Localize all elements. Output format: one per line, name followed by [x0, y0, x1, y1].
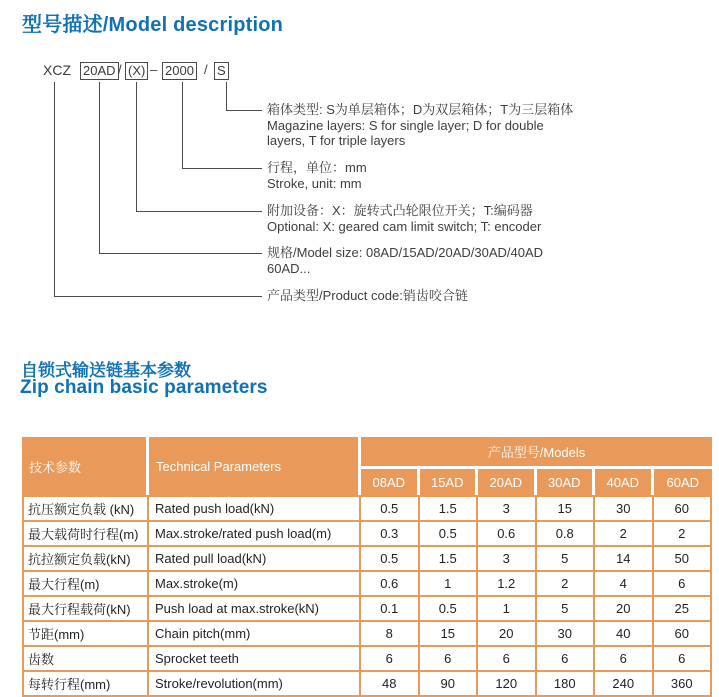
param-value: 2: [595, 522, 654, 547]
param-name-en: Sprocket teeth: [149, 647, 361, 672]
header-technical-parameters-en: Technical Parameters: [149, 437, 361, 495]
header-model-40AD: 40AD: [595, 469, 654, 495]
callout-text-line: 附加设备：X：旋转式凸轮限位开关；T:编码器: [267, 203, 533, 218]
param-value: 6: [361, 647, 420, 672]
leader-vline-optional: [136, 82, 137, 211]
param-value: 60: [654, 495, 713, 522]
table-row: [22, 622, 712, 647]
callout-text-line: 产品类型/Product code:销齿咬合链: [267, 288, 468, 303]
param-value: 5: [537, 597, 596, 622]
leader-hline-size: [99, 253, 262, 254]
table-row: [22, 547, 712, 572]
param-value: 8: [361, 622, 420, 647]
callout-magazine-type: [267, 102, 573, 149]
param-value: 2: [654, 522, 713, 547]
param-name-en: Rated pull load(kN): [149, 547, 361, 572]
callout-text-line: Stroke, unit: mm: [267, 175, 362, 191]
callout-product-code: [267, 288, 468, 304]
param-value: 2: [537, 572, 596, 597]
param-name-zh: 抗压额定负载 (kN): [22, 495, 149, 522]
code-box-magazine: S: [214, 62, 229, 80]
param-value: 6: [420, 647, 479, 672]
param-name-en: Rated push load(kN): [149, 495, 361, 522]
param-value: 0.5: [420, 597, 479, 622]
param-value: 3: [478, 495, 537, 522]
param-value: 0.6: [478, 522, 537, 547]
param-value: 0.6: [361, 572, 420, 597]
param-value: 0.3: [361, 522, 420, 547]
callout-stroke: [267, 160, 367, 191]
callout-text-line: layers, T for triple layers: [267, 133, 406, 148]
callout-text-line: Optional: X: geared cam limit switch; T: encoder: [267, 218, 542, 234]
param-name-zh: 每转行程(mm): [22, 672, 149, 697]
header-technical-parameters-zh: 技术参数: [22, 437, 149, 495]
header-model-20AD: 20AD: [478, 469, 537, 495]
param-value: 50: [654, 547, 713, 572]
param-value: 6: [478, 647, 537, 672]
param-name-zh: 最大行程(m): [22, 572, 149, 597]
parameters-table: [22, 437, 712, 697]
leader-hline-optional: [136, 211, 262, 212]
leader-hline-product: [54, 296, 262, 297]
leader-hline-magazine: [226, 110, 262, 111]
leader-vline-magazine: [226, 82, 227, 110]
param-value: 6: [537, 647, 596, 672]
leader-vline-product: [54, 82, 55, 296]
param-name-en: Chain pitch(mm): [149, 622, 361, 647]
param-value: 15: [420, 622, 479, 647]
param-value: 1: [420, 572, 479, 597]
table-row: [22, 495, 712, 522]
header-model-15AD: 15AD: [420, 469, 479, 495]
param-value: 15: [537, 495, 596, 522]
param-value: 60: [654, 622, 713, 647]
table-row: [22, 672, 712, 697]
param-value: 0.8: [537, 522, 596, 547]
page-title-model-description: 型号描述/Model description: [22, 14, 284, 36]
param-value: 6: [654, 647, 713, 672]
param-value: 6: [654, 572, 713, 597]
code-separator: /: [204, 62, 208, 77]
param-value: 14: [595, 547, 654, 572]
param-value: 240: [595, 672, 654, 697]
param-value: 4: [595, 572, 654, 597]
code-box-optional: (X): [125, 62, 148, 80]
param-value: 0.1: [361, 597, 420, 622]
header-model-30AD: 30AD: [537, 469, 596, 495]
table-row: [22, 597, 712, 622]
param-name-zh: 最大行程载荷(kN): [22, 597, 149, 622]
header-model-60AD: 60AD: [654, 469, 713, 495]
param-name-zh: 最大载荷时行程(m): [22, 522, 149, 547]
callout-text-line: 规格/Model size: 08AD/15AD/20AD/30AD/40AD: [267, 245, 544, 260]
param-value: 20: [478, 622, 537, 647]
section-title-zh: 自锁式输送链基本参数: [21, 361, 191, 380]
param-value: 30: [537, 622, 596, 647]
callout-text-line: 60AD...: [267, 260, 311, 276]
table-row: [22, 522, 712, 547]
param-value: 0.5: [361, 495, 420, 522]
header-models-group: 产品型号/Models: [361, 437, 712, 469]
param-value: 1: [478, 597, 537, 622]
param-value: 0.5: [361, 547, 420, 572]
param-value: 6: [595, 647, 654, 672]
param-value: 1.2: [478, 572, 537, 597]
callout-text-line: Magazine layers: S for single layer; D for double: [267, 117, 544, 133]
code-separator: /: [118, 62, 122, 77]
param-value: 30: [595, 495, 654, 522]
leader-hline-stroke: [182, 168, 262, 169]
param-value: 25: [654, 597, 713, 622]
table-header: [22, 437, 712, 495]
code-separator-dash: –: [150, 62, 158, 77]
param-value: 90: [420, 672, 479, 697]
leader-vline-stroke: [182, 82, 183, 168]
callout-text-line: 箱体类型: S为单层箱体；D为双层箱体；T为三层箱体: [267, 102, 574, 117]
param-value: 3: [478, 547, 537, 572]
param-name-en: Max.stroke/rated push load(m): [149, 522, 361, 547]
callout-optional-equipment: [267, 203, 541, 234]
header-model-08AD: 08AD: [361, 469, 420, 495]
param-value: 20: [595, 597, 654, 622]
param-value: 180: [537, 672, 596, 697]
param-value: 40: [595, 622, 654, 647]
param-name-en: Push load at max.stroke(kN): [149, 597, 361, 622]
param-name-en: Stroke/revolution(mm): [149, 672, 361, 697]
param-name-zh: 节距(mm): [22, 622, 149, 647]
param-name-zh: 齿数: [22, 647, 149, 672]
param-value: 1.5: [420, 547, 479, 572]
callout-text-line: 行程，单位：mm: [267, 160, 367, 175]
table-row: [22, 572, 712, 597]
param-value: 48: [361, 672, 420, 697]
callout-model-size: [267, 245, 543, 276]
section-title-en: Zip chain basic parameters: [20, 377, 268, 398]
param-name-en: Max.stroke(m): [149, 572, 361, 597]
leader-vline-size: [99, 82, 100, 253]
table-row: [22, 647, 712, 672]
param-value: 120: [478, 672, 537, 697]
param-value: 1.5: [420, 495, 479, 522]
param-name-zh: 抗拉额定负载(kN): [22, 547, 149, 572]
code-prefix: XCZ: [43, 62, 71, 78]
param-value: 5: [537, 547, 596, 572]
code-box-model: 20AD: [80, 62, 119, 80]
code-box-stroke: 2000: [162, 62, 197, 80]
table-body: [22, 495, 712, 697]
param-value: 0.5: [420, 522, 479, 547]
param-value: 360: [654, 672, 713, 697]
